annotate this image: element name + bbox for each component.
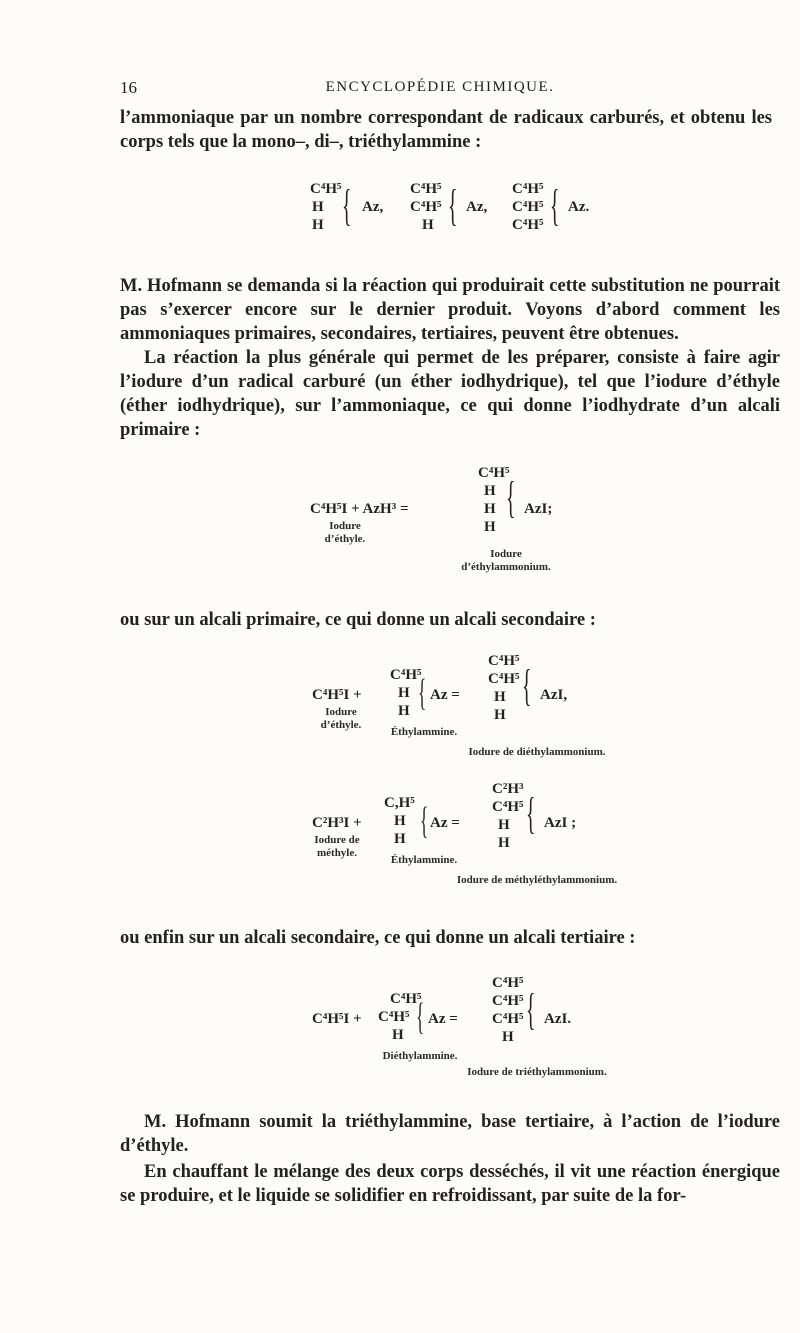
label-iodure-methylethylammonium: Iodure de méthyléthylammonium. [456,874,618,886]
label-iodure-ethyle: Iodure d’éthyle. [324,520,366,545]
eq2-mid-stack: C⁴H⁵ H H [390,667,422,719]
eq3-mid-stack: C,H⁵ H H [384,795,415,847]
label-iodure-triethylammonium: Iodure de triéthylammonium. [467,1066,607,1078]
paragraph-intro: l’ammoniaque par un nombre correspondant de radicaux carburés, et obtenu les corps tels que la mono–, di–, triéthylammine : [120,108,772,152]
paragraph-tertiary: ou enfin sur un alcali secondaire, ce qui donne un alcali tertiaire : [120,928,636,948]
paragraph-heating: En chauffant le mélange des deux corps desséchés, il vit une réaction énergique se produire, et le liquide se solidifier en refroidissant, par suite de la for- [120,1162,780,1206]
running-title: ENCYCLOPÉDIE CHIMIQUE. [325,79,555,95]
eq2-rhs-stack: C⁴H⁵ C⁴H⁵ H H [488,653,520,723]
formula-ethylammines: C⁴H⁵ H H { Az, C⁴H⁵ C⁴H⁵ H { Az, C⁴H⁵ C⁴H⁵ C⁴H⁵ { Az. [310,181,590,233]
eq4-rhs-stack: C⁴H⁵ C⁴H⁵ C⁴H⁵ H [492,975,524,1045]
eq4-mid-stack: C⁴H⁵ C⁴H⁵ H [378,991,422,1043]
equation-tertiary-amine: C⁴H⁵I + C⁴H⁵ C⁴H⁵ H { Az = Diéthylammine. C⁴H⁵ C⁴H⁵ C⁴H⁵ H { AzI. Iodure de triéthylammonium. [312,970,632,1100]
paragraph-reaction: La réaction la plus générale qui permet de les préparer, consiste à faire agir l’iodure d’un radical carburé (un éther iodhydrique), tel que l’iodure d’éthyle (éther iodhydrique), sur l’ammoniaque, ce qui donne l’iodhydrate d’un alcali primaire : [120,348,780,440]
equation-methylethyl: C²H³I + Iodure de méthyle. C,H⁵ H H { Az = Éthylammine. C²H³ C⁴H⁵ H H { AzI ; Iodure de méthyléthylammonium. [312,776,632,906]
label-iodure-diethylammonium: Iodure de diéthylammonium. [468,746,606,758]
formula-mono-stack: C⁴H⁵ H H [310,181,342,233]
label-iodure-ethylammonium: Iodure d’éthylammonium. [461,548,551,573]
label-ethylammine-2: Éthylammine. [390,854,458,866]
page-header [120,78,760,100]
label-iodure-methyle: Iodure de méthyle. [314,834,360,859]
paragraph-hofmann-question: M. Hofmann se demanda si la réaction qui produirait cette substitution ne pourrait pas s’exercer encore sur le dernier produit. Voyons d’abord comment les ammoniaques primaires, secondaires, tertiaires, peuvent être obtenues. [120,276,780,344]
label-iodure-ethyle-2: Iodure d’éthyle. [320,706,362,731]
formula-di-stack: C⁴H⁵ C⁴H⁵ H [410,181,442,233]
equation-primary-amine: C⁴H⁵I + AzH³ = Iodure d’éthyle. C⁴H⁵ H H H { AzI; Iodure d’éthylammonium. [310,462,610,582]
formula-tri-stack: C⁴H⁵ C⁴H⁵ C⁴H⁵ [512,181,544,233]
eq3-rhs-stack: C²H³ C⁴H⁵ H H [492,781,524,851]
paragraph-secondary: ou sur un alcali primaire, ce qui donne un alcali secondaire : [120,610,596,630]
page-number: 16 [120,78,137,97]
equation-secondary-amine: C⁴H⁵I + Iodure d’éthyle. C⁴H⁵ H H { Az = Éthylammine. C⁴H⁵ C⁴H⁵ H H { AzI, Iodure de diéthylammonium. [312,650,632,780]
eq1-rhs-stack: C⁴H⁵ H H H [478,465,510,535]
label-ethylammine: Éthylammine. [390,726,458,738]
label-diethylammine: Diéthylammine. [382,1050,458,1062]
paragraph-hofmann-test: M. Hofmann soumit la triéthylammine, base tertiaire, à l’action de l’iodure d’éthyle. [120,1112,780,1156]
